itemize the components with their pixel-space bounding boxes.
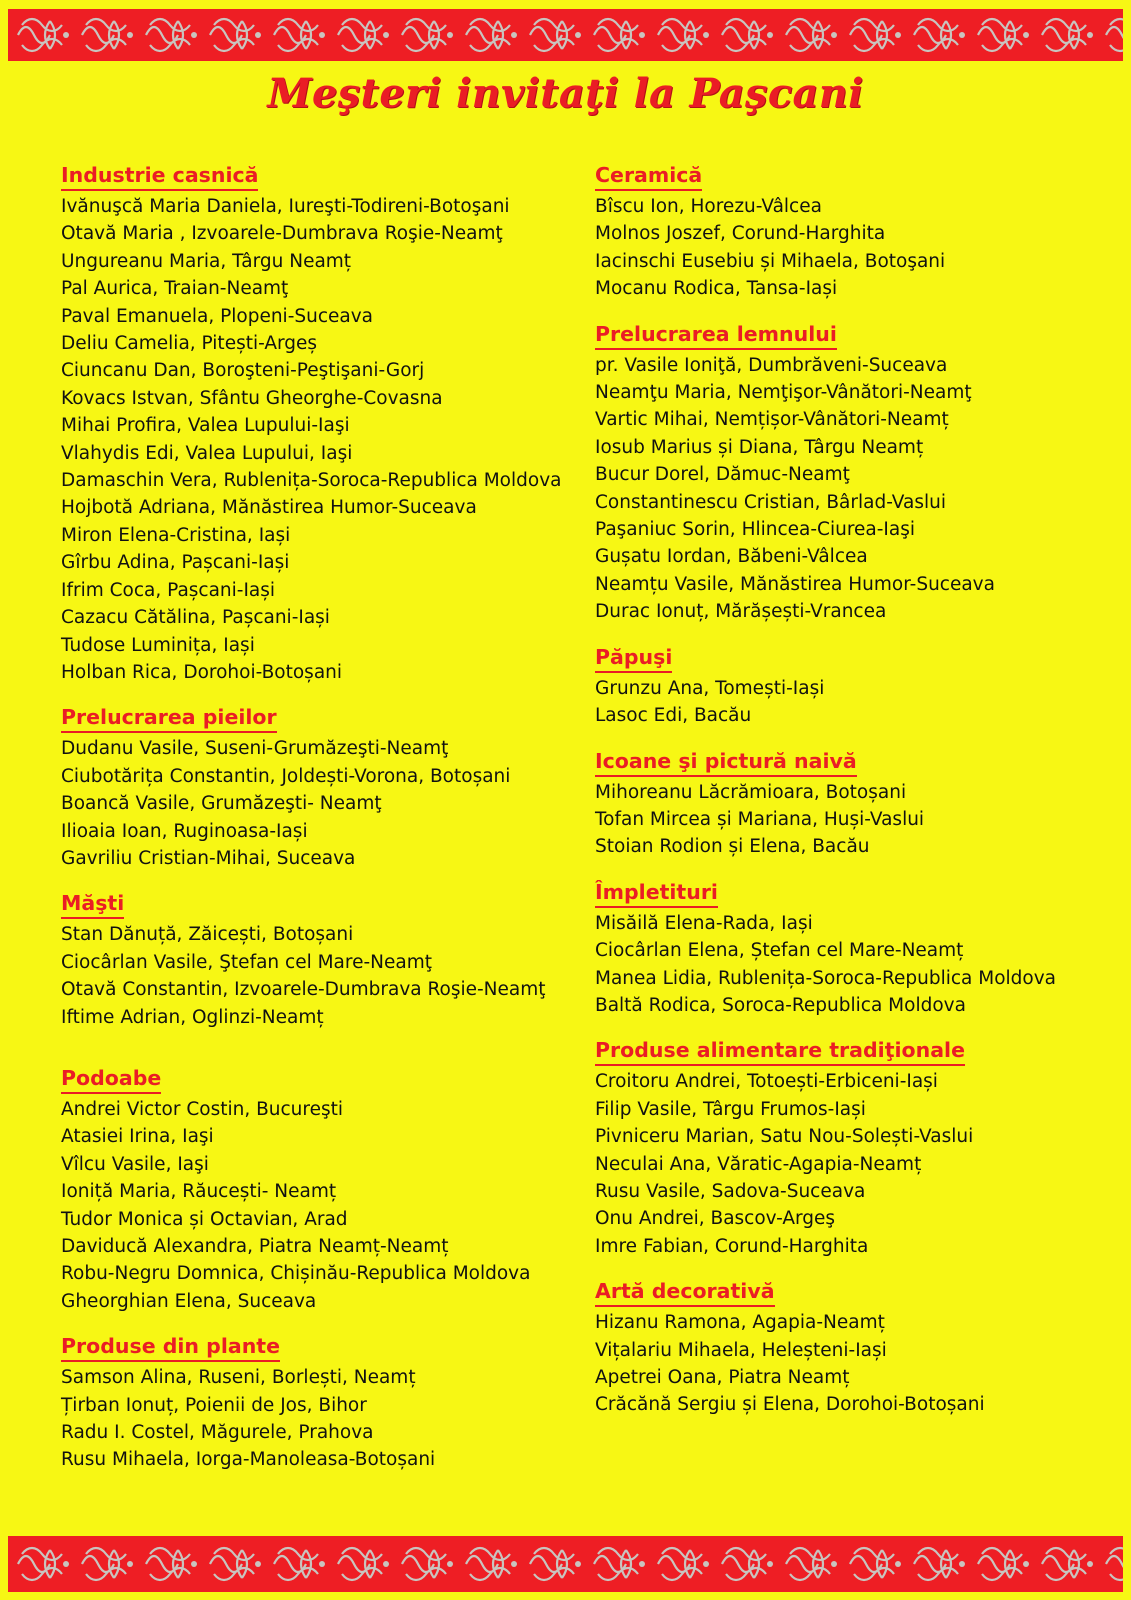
artisan-entry: Gîrbu Adina, Pașcani-Iași: [61, 552, 290, 574]
artisan-entry: Rusu Vasile, Sadova-Suceava: [595, 1180, 866, 1202]
artisan-entry: Mihai Profira, Valea Lupului-Iaşi: [61, 415, 350, 437]
category-impletituri: [595, 879, 1115, 1020]
artisan-entry: Samson Alina, Ruseni, Borlești, Neamț: [61, 1367, 416, 1389]
artisan-entry: Durac Ionuț, Mărășești-Vrancea: [595, 601, 887, 623]
artisan-entry: Iacinschi Eusebiu și Mihaela, Botoşani: [595, 250, 946, 272]
artisan-entry: Ciocârlan Elena, Ștefan cel Mare-Neamț: [595, 940, 964, 962]
artisan-entry: Andrei Victor Costin, Bucureşti: [61, 1098, 344, 1120]
artisan-entry: Vîlcu Vasile, Iaşi: [61, 1153, 209, 1175]
artisan-entry: Tofan Mircea și Mariana, Huși-Vaslui: [595, 808, 925, 830]
category-heading: Industrie casnică: [61, 162, 258, 191]
artisan-entry: Ciocârlan Vasile, Ştefan cel Mare-Neamţ: [61, 951, 432, 973]
category-heading: Păpuşi: [595, 644, 672, 673]
category-heading: Măşti: [61, 890, 124, 919]
artisan-entry: Mihoreanu Lăcrămioara, Botoșani: [595, 781, 907, 803]
artisan-entry: Mocanu Rodica, Tansa-Iași: [595, 278, 838, 300]
artisan-entry: Vlahydis Edi, Valea Lupului, Iaşi: [61, 442, 353, 464]
category-heading: Artă decorativă: [595, 1278, 775, 1307]
category-papusi: [595, 644, 1115, 730]
artisan-entry: Filip Vasile, Târgu Frumos-Iași: [595, 1098, 866, 1120]
artisan-entry: Iosub Marius și Diana, Târgu Neamț: [595, 436, 924, 458]
category-industrie-casnica: [61, 162, 581, 686]
artisan-entry: Stan Dănuță, Zăicești, Botoșani: [61, 924, 354, 946]
category-heading: Podoabe: [61, 1065, 161, 1094]
artisan-entry: Gheorghian Elena, Suceava: [61, 1290, 317, 1312]
category-heading: Produse alimentare tradiţionale: [595, 1037, 965, 1066]
artisan-entry: Grunzu Ana, Tomești-Iași: [595, 677, 825, 699]
category-produse-din-plante: [61, 1333, 581, 1474]
artisan-entry: Otavă Constantin, Izvoarele-Dumbrava Roşie-Neamţ: [61, 979, 546, 1001]
artisan-entry: Apetrei Oana, Piatra Neamț: [595, 1367, 850, 1388]
artisan-entry: Ifrim Coca, Pașcani-Iași: [61, 579, 276, 601]
category-heading: Prelucrarea pieilor: [61, 704, 277, 733]
artisan-entry: Bîscu Ion, Horezu-Vâlcea: [595, 196, 822, 217]
artisan-list: [61, 193, 581, 686]
category-prelucrarea-pieilor: [61, 704, 581, 872]
category-ceramica: [595, 162, 1115, 303]
artisan-entry: Robu-Negru Domnica, Chișinău-Republica Moldova: [61, 1263, 531, 1285]
artisan-entry: Damaschin Vera, Rublenița-Soroca-Republica Moldova: [61, 470, 562, 492]
artisan-entry: Misăilă Elena-Rada, Iași: [595, 912, 813, 934]
artisan-entry: Ciuncanu Dan, Boroşteni-Peştişani-Gorj: [61, 360, 425, 382]
artisan-entry: Ciubotărița Constantin, Joldești-Vorona, Botoșani: [61, 765, 511, 787]
category-produse-alimentare-traditionale: [595, 1037, 1115, 1260]
left-column: [61, 162, 581, 1492]
artisan-entry: Imre Fabian, Corund-Harghita: [595, 1235, 869, 1257]
artisan-entry: Daviducă Alexandra, Piatra Neamț-Neamț: [61, 1236, 449, 1257]
ornament-pattern: [8, 9, 1123, 61]
artisan-entry: Tudose Luminița, Iași: [61, 634, 255, 656]
artisan-list: [61, 921, 581, 1031]
artisan-list: [595, 1309, 1115, 1419]
category-prelucrarea-lemnului: [595, 321, 1115, 626]
category-heading: Produse din plante: [61, 1333, 280, 1362]
artisan-entry: Kovacs Istvan, Sfântu Gheorghe-Covasna: [61, 387, 443, 409]
artisan-entry: Paşaniuc Sorin, Hlincea-Ciurea-Iaşi: [595, 519, 916, 541]
artisan-entry: Pal Aurica, Traian-Neamţ: [61, 278, 289, 300]
artisan-entry: Ilioaia Ioan, Ruginoasa-Iași: [61, 820, 308, 842]
artisan-entry: Lasoc Edi, Bacău: [595, 705, 752, 727]
artisan-entry: Boancă Vasile, Grumăzeşti- Neamţ: [61, 793, 382, 815]
artisan-list: [595, 675, 1115, 730]
artisan-entry: Crăcănă Sergiu și Elena, Dorohoi-Botoșani: [595, 1394, 985, 1416]
category-heading: Ceramică: [595, 162, 702, 191]
artisan-entry: Gușatu Iordan, Băbeni-Vâlcea: [595, 546, 868, 568]
artisan-entry: Constantinescu Cristian, Bârlad-Vaslui: [595, 491, 946, 513]
artisan-entry: Molnos Joszef, Corund-Harghita: [595, 223, 886, 245]
artisan-list: [61, 1096, 581, 1315]
artisan-entry: Holban Rica, Dorohoi-Botoșani: [61, 661, 343, 683]
artisan-entry: Neamțu Vasile, Mănăstirea Humor-Suceava: [595, 573, 995, 595]
artisan-entry: Paval Emanuela, Plopeni-Suceava: [61, 305, 374, 327]
artisan-list: [595, 352, 1115, 626]
artisan-entry: Neamţu Maria, Nemţişor-Vânători-Neamţ: [595, 382, 972, 404]
artisan-entry: Neculai Ana, Văratic-Agapia-Neamț: [595, 1153, 922, 1175]
artisan-entry: Radu I. Costel, Măgurele, Prahova: [61, 1422, 374, 1444]
artisan-entry: Pivniceru Marian, Satu Nou-Solești-Vaslui: [595, 1126, 974, 1148]
artisan-entry: Tudor Monica și Octavian, Arad: [61, 1208, 348, 1230]
bottom-ornamental-border: [8, 1536, 1123, 1592]
artisan-entry: Dudanu Vasile, Suseni-Grumăzeşti-Neamţ: [61, 738, 449, 760]
artisan-entry: Hizanu Ramona, Agapia-Neamț: [595, 1312, 885, 1334]
artisan-entry: Stoian Rodion și Elena, Bacău: [595, 836, 870, 858]
artisan-entry: Miron Elena-Cristina, Iași: [61, 524, 291, 546]
artisan-entry: Vițalariu Mihaela, Heleșteni-Iași: [595, 1339, 887, 1361]
artisan-entry: Ioniță Maria, Răucești- Neamț: [61, 1181, 337, 1203]
artisan-entry: Iftime Adrian, Oglinzi-Neamț: [61, 1006, 324, 1028]
artisan-entry: Atasiei Irina, Iaşi: [61, 1126, 214, 1148]
category-podoabe: [61, 1065, 581, 1315]
artisan-list: [595, 1068, 1115, 1260]
artisan-entry: Baltă Rodica, Soroca-Republica Moldova: [595, 994, 966, 1016]
right-column: [595, 162, 1115, 1437]
category-masti: [61, 890, 581, 1031]
artisan-entry: Onu Andrei, Bascov-Argeş: [595, 1208, 836, 1230]
category-heading: Prelucrarea lemnului: [595, 321, 837, 350]
artisan-entry: Manea Lidia, Rublenița-Soroca-Republica Moldova: [595, 967, 1057, 989]
artisan-entry: Bucur Dorel, Dămuc-Neamţ: [595, 464, 850, 486]
artisan-entry: Țirban Ionuț, Poienii de Jos, Bihor: [61, 1394, 367, 1416]
artisan-entry: Ivănuşcă Maria Daniela, Iureşti-Todireni-Botoşani: [61, 196, 510, 217]
artisan-entry: Croitoru Andrei, Totoești-Erbiceni-Iași: [595, 1071, 938, 1093]
artisan-list: [595, 910, 1115, 1020]
artisan-entry: Deliu Camelia, Pitești-Argeș: [61, 333, 318, 355]
page-title: Meşteri invitaţi la Paşcani: [267, 70, 864, 117]
category-arta-decorativa: [595, 1278, 1115, 1419]
artisan-entry: Cazacu Cătălina, Pașcani-Iași: [61, 607, 330, 629]
artisan-entry: Rusu Mihaela, Iorga-Manoleasa-Botoșani: [61, 1449, 436, 1471]
ornament-pattern: [8, 1536, 1123, 1592]
artisan-entry: Gavriliu Cristian-Mihai, Suceava: [61, 847, 356, 869]
category-icoane-si-pictura-naiva: [595, 748, 1115, 861]
artisan-entry: pr. Vasile Ioniţă, Dumbrăveni-Suceava: [595, 354, 948, 376]
artisan-entry: Vartic Mihai, Nemțișor-Vânători-Neamț: [595, 409, 949, 431]
artisan-list: [595, 779, 1115, 861]
artisan-entry: Otavă Maria , Izvoarele-Dumbrava Roşie-Neamţ: [61, 223, 503, 245]
top-ornamental-border: [8, 9, 1123, 61]
artisan-entry: Hojbotă Adriana, Mănăstirea Humor-Suceava: [61, 497, 477, 519]
artisan-list: [595, 193, 1115, 303]
artisan-list: [61, 1364, 581, 1474]
category-heading: Icoane şi pictură naivă: [595, 748, 857, 777]
artisan-entry: Ungureanu Maria, Târgu Neamț: [61, 250, 352, 272]
artisan-list: [61, 735, 581, 872]
category-heading: Împletituri: [595, 879, 718, 908]
